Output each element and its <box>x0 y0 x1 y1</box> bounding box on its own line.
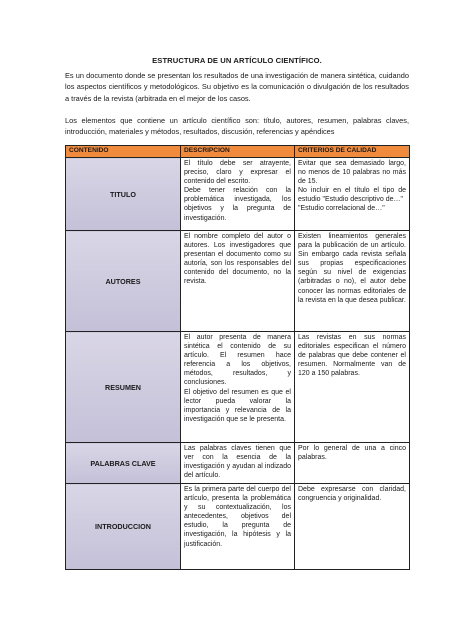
row-resumen-criterios: Las revistas en sus normas editoriales especifican el número de palabras que debe contener el resumen. Normalmente van de 120 a 150 palabras. <box>295 332 410 443</box>
document-title: ESTRUCTURA DE UN ARTÍCULO CIENTÍFICO. <box>152 56 322 65</box>
row-introduccion-contenido: INTRODUCCION <box>66 484 181 570</box>
elements-paragraph: Los elementos que contiene un artículo científico son: título, autores, resumen, palabras claves, introducción, materiales y métodos, resultados, discusión, referencias y apéndices <box>65 116 409 137</box>
row-titulo-contenido: TITULO <box>66 158 181 231</box>
row-resumen-contenido: RESUMEN <box>66 332 181 443</box>
row-titulo-criterios: Evitar que sea demasiado largo, no menos de 10 palabras no más de 15. No incluir en el título el tipo de estudio "Estudio descriptivo de…" "Estudio correlacional de…" <box>295 158 410 231</box>
table-row <box>66 231 410 332</box>
row-introduccion-criterios: Debe expresarse con claridad, congruencia y originalidad. <box>295 484 410 570</box>
table-row <box>66 332 410 443</box>
row-resumen-descripcion: El autor presenta de manera sintética el contenido de su artículo. El resumen hace referencia a los objetivos, métodos, resultados, y conclusiones. El objetivo del resumen es que el lector pueda valorar la importancia y relevancia de la investigación que se le presenta. <box>181 332 295 443</box>
header-descripcion: DESCRIPCION <box>181 146 295 158</box>
row-palabras-clave-contenido: PALABRAS CLAVE <box>66 443 181 484</box>
row-autores-contenido: AUTORES <box>66 231 181 332</box>
row-autores-descripcion: El nombre completo del autor o autores. Los investigadores que presentan el documento como su autoría, son los responsables del contenido del documento, no la revista. <box>181 231 295 332</box>
row-autores-criterios: Existen lineamientos generales para la publicación de un artículo. Sin embargo cada revista señala sus propias especificaciones según su nivel de exigencias (arbitradas o no), el autor debe conocer las normas editoriales de la revista en la que desea publicar. <box>295 231 410 332</box>
row-palabras-clave-descripcion: Las palabras claves tienen que ver con la esencia de la investigación y ayudan al indizado del artículo. <box>181 443 295 484</box>
row-introduccion-descripcion: Es la primera parte del cuerpo del artículo, presenta la problemática y su contextualización, los antecedentes, objetivos del estudio, la pregunta de investigación, la hipótesis y la justificación. <box>181 484 295 570</box>
table-row <box>66 158 410 231</box>
table-header-row <box>66 146 410 158</box>
row-titulo-descripcion: El título debe ser atrayente, preciso, claro y expresar el contenido del escrito. Debe tener relación con la problemática investigada, los objetivos y la pregunta de investigación. <box>181 158 295 231</box>
table-row <box>66 443 410 484</box>
header-criterios: CRITERIOS DE CALIDAD <box>295 146 410 158</box>
structure-table <box>65 145 410 570</box>
header-contenido: CONTENIDO <box>66 146 181 158</box>
table-row <box>66 484 410 570</box>
intro-paragraph: Es un documento donde se presentan los resultados de una investigación de manera sintética, cuidando los aspectos científicos y metodológicos. Su objetivo es la comunicación o divulgación de los resultados a través de la revista (arbitrada en el mejor de los casos. <box>65 71 409 103</box>
row-palabras-clave-criterios: Por lo general de una a cinco palabras. <box>295 443 410 484</box>
